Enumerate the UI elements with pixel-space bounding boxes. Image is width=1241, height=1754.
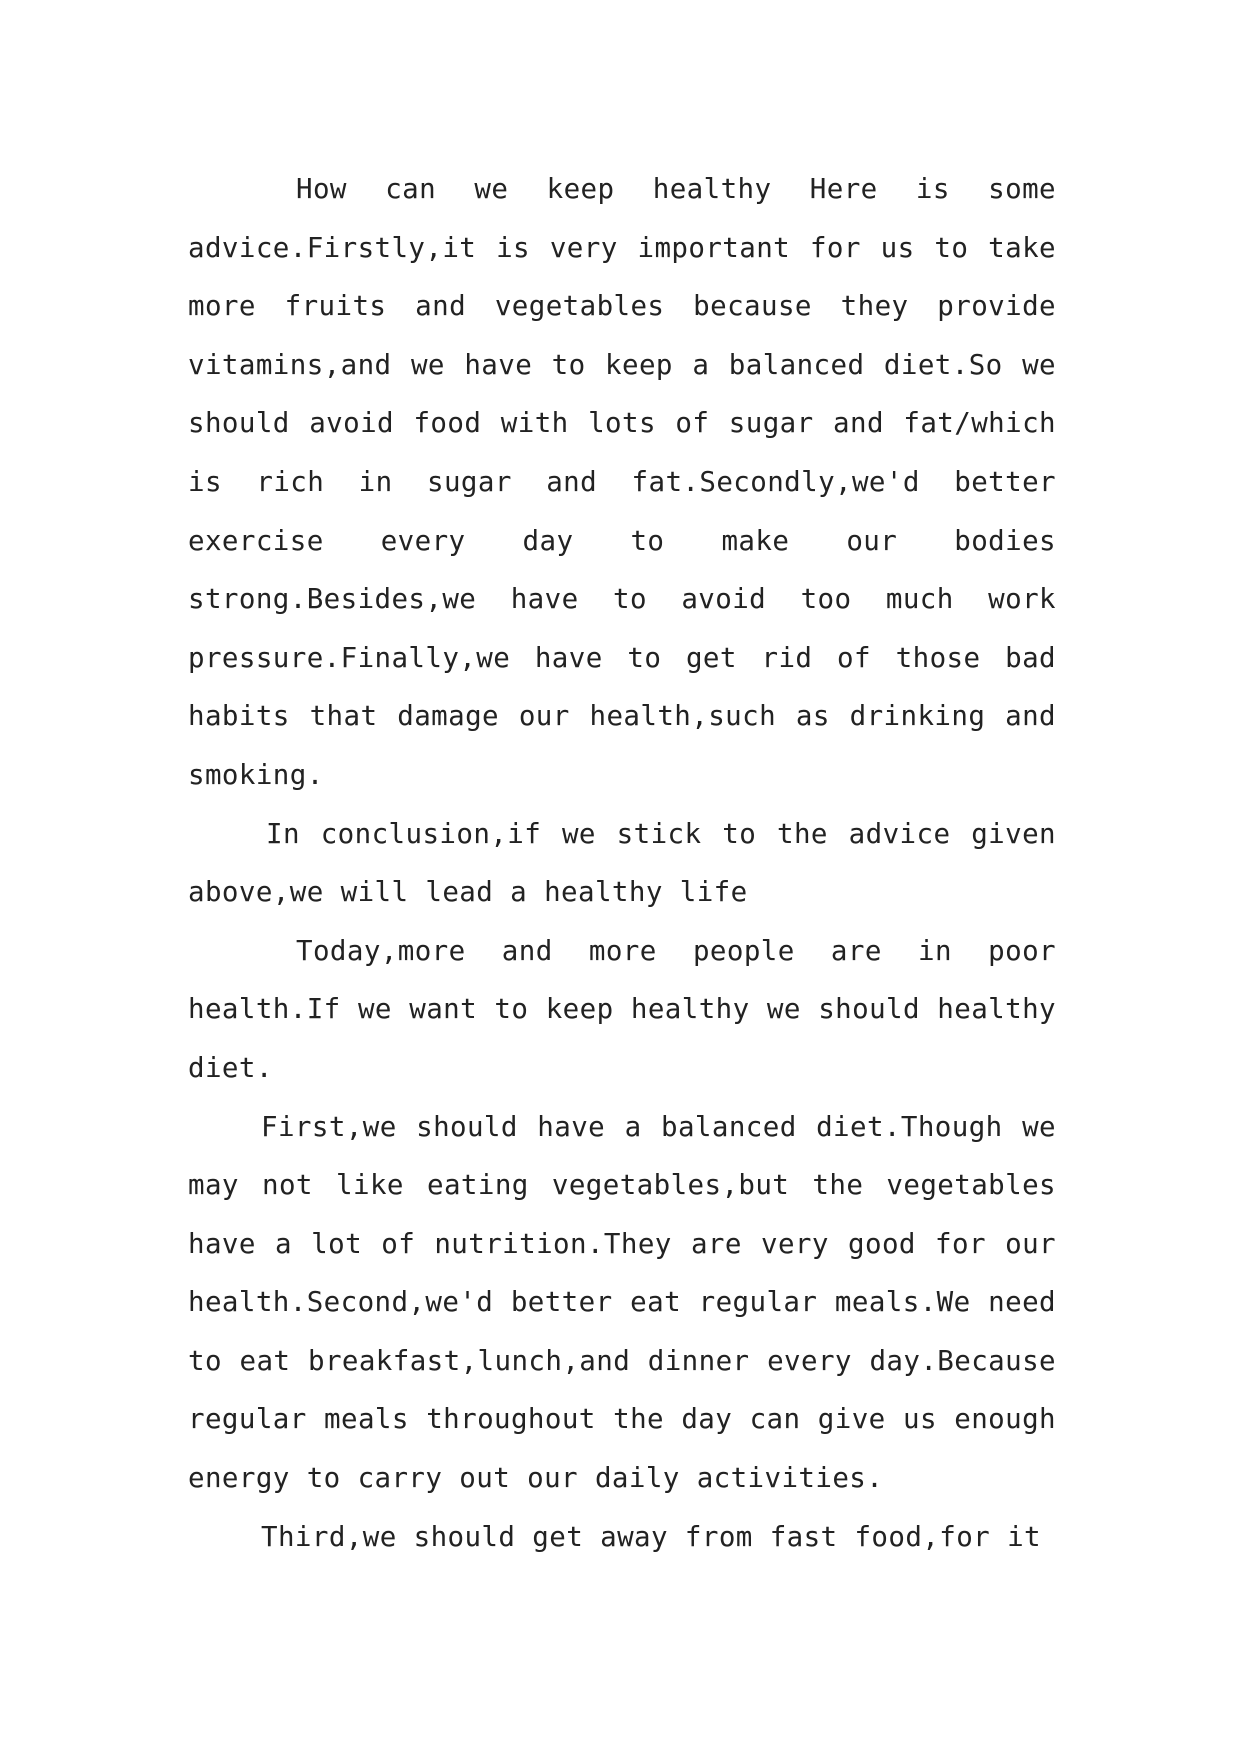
text-line: health.If we want to keep healthy we should healthy <box>188 993 1056 1026</box>
text-line: advice.Firstly,it is very important for us to take <box>188 231 1056 264</box>
text-line: regular meals throughout the day can give us enough <box>188 1403 1056 1436</box>
text-line: exercise every day to make our bodies <box>188 524 1056 557</box>
paragraph <box>188 805 1056 922</box>
paragraph <box>188 160 1056 805</box>
text-line: smoking. <box>188 758 324 791</box>
text-line: strong.Besides,we have to avoid too much work <box>188 583 1056 616</box>
text-line: may not like eating vegetables,but the vegetables <box>188 1169 1056 1202</box>
text-line: have a lot of nutrition.They are very good for our <box>188 1227 1056 1260</box>
text-line: to eat breakfast,lunch,and dinner every day.Because <box>188 1344 1056 1377</box>
text-line: diet. <box>188 1051 273 1084</box>
paragraph <box>188 1508 1056 1567</box>
text-line: more fruits and vegetables because they provide <box>188 290 1056 323</box>
text-line: vitamins,and we have to keep a balanced diet.So we <box>188 348 1056 381</box>
text-line: How can we keep healthy Here is some <box>296 173 1056 205</box>
text-line: Today,more and more people are in poor <box>296 934 1056 967</box>
text-line: health.Second,we'd better eat regular meals.We need <box>188 1286 1056 1319</box>
text-line: should avoid food with lots of sugar and fat/which <box>188 407 1056 440</box>
text-line: In conclusion,if we stick to the advice given <box>266 817 1056 850</box>
paragraph <box>188 1098 1056 1508</box>
document-body <box>188 160 1056 1566</box>
text-line: energy to carry out our daily activities. <box>188 1462 884 1495</box>
text-line: habits that damage our health,such as drinking and <box>188 700 1056 733</box>
text-line: First,we should have a balanced diet.Though we <box>261 1110 1056 1143</box>
text-line: is rich in sugar and fat.Secondly,we'd better <box>188 465 1056 498</box>
text-line: above,we will lead a healthy life <box>188 876 748 909</box>
paragraph <box>188 922 1056 1098</box>
text-line: pressure.Finally,we have to get rid of those bad <box>188 641 1056 674</box>
text-line: Third,we should get away from fast food,for it <box>261 1520 1041 1553</box>
